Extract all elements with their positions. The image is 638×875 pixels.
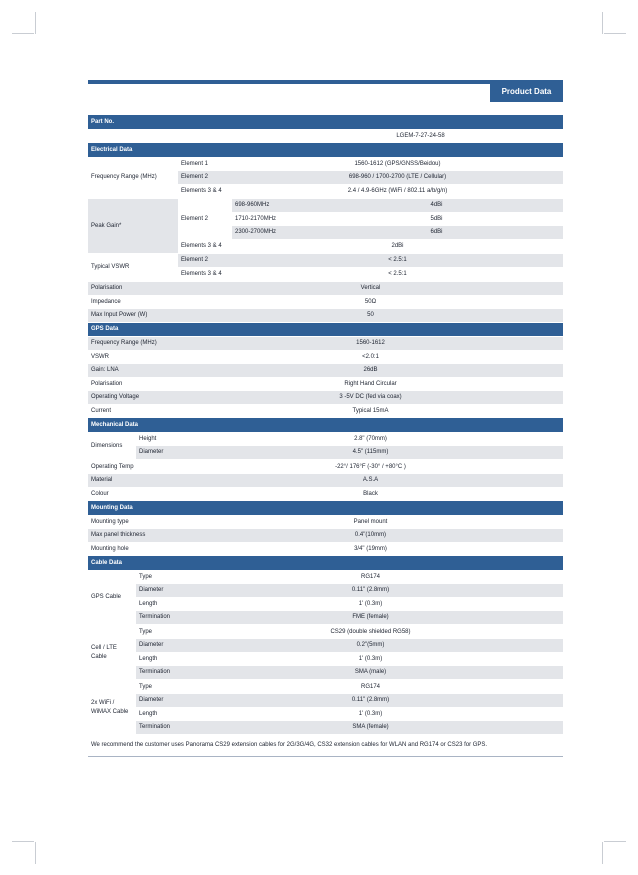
cable-group-label [88, 681, 136, 735]
row-name: Polarisation [91, 380, 123, 387]
freq-row [178, 158, 563, 172]
dimensions-group [88, 433, 563, 461]
row-value: 26dB [363, 367, 378, 374]
cable-attr-value: SMA (female) [352, 724, 389, 731]
cable-attr-value: 0.11" (2.8mm) [351, 697, 390, 704]
row-name: Gain: LNA [91, 367, 119, 374]
table-row [88, 543, 563, 557]
cable-row [136, 653, 563, 667]
row-value: 50Ω [364, 298, 377, 305]
part-no-header: Part No. [88, 115, 563, 129]
table-row [88, 378, 563, 392]
element-value: 1560-1612 (GPS/GNSS/Beidou) [354, 160, 441, 167]
typical-vswr-group [88, 254, 563, 282]
row-value: Panel mount [353, 518, 388, 525]
mounting-data-header: Mounting Data [88, 501, 563, 515]
cable-attr-value: RG174 [360, 683, 380, 690]
cable-row [136, 584, 563, 598]
gain-value: 4dBi [430, 202, 443, 209]
row-value: Right Hand Circular [344, 380, 397, 387]
row-name: Operating Temp [91, 463, 134, 470]
gain-band: 2300-2700MHz [235, 229, 277, 236]
gain-band-row [232, 213, 563, 227]
row-value: Typical 15mA [352, 407, 389, 414]
cable-attr-value: CS29 (double shielded RG58) [330, 628, 411, 635]
peak-gain-rows [178, 199, 563, 253]
cable-row [136, 694, 563, 708]
dimension-name: Diameter [139, 449, 164, 456]
freq-range-rows [178, 158, 563, 199]
electrical-data-header: Electrical Data [88, 143, 563, 157]
freq-range-label: Frequency Range (MHz) [88, 158, 178, 199]
cable-attr-name: Diameter [139, 587, 164, 594]
cable-attr-name: Type [139, 683, 153, 690]
recommendation-note: We recommend the customer uses Panorama CS29 extension cables for 2G/3G/4G, CS32 extension cables for WLAN and RG174 or CS23 for GPS. [91, 741, 488, 748]
footer-rule [88, 756, 563, 757]
crop-mark [602, 842, 603, 864]
row-value: Vertical [360, 285, 381, 292]
crop-mark [35, 12, 36, 34]
cable-group [88, 681, 563, 736]
product-data-table [88, 115, 563, 757]
row-name: Material [91, 477, 113, 484]
row-name: Max panel thickness [91, 532, 146, 539]
cable-group-label-line1: Cell / LTE [91, 644, 117, 651]
table-row [88, 405, 563, 419]
cable-attr-value: 1' (0.3m) [358, 710, 383, 717]
row-value: 1560-1612 [356, 340, 385, 347]
dimension-name: Height [139, 435, 157, 442]
cable-attr-name: Type [139, 573, 153, 580]
cable-group-label-line2: WiMAX Cable [91, 708, 129, 715]
freq-range-group [88, 158, 563, 200]
cable-attr-value: RG174 [360, 573, 380, 580]
cable-row [136, 626, 563, 640]
peak-gain-group [88, 199, 563, 254]
peak-gain-bands [232, 199, 563, 240]
cable-attr-name: Termination [139, 669, 171, 676]
cable-row [136, 611, 563, 625]
element-name: Element 1 [181, 160, 209, 167]
typical-vswr-rows [178, 254, 563, 281]
cable-group-label [88, 626, 136, 680]
cable-attr-name: Type [139, 628, 153, 635]
element-name: Element 2 [181, 257, 209, 264]
cable-attr-name: Diameter [139, 697, 164, 704]
row-value: 50 [367, 312, 374, 319]
gps-data-header: GPS Data [88, 323, 563, 337]
row-name: Mounting hole [91, 545, 129, 552]
cable-group-label-line1: GPS Cable [91, 594, 122, 600]
part-no-value: LGEM-7-27-24-58 [396, 132, 445, 139]
element-value: < 2.5:1 [388, 270, 407, 277]
dimension-row [136, 446, 563, 460]
cable-attr-value: 1' (0.3m) [358, 600, 383, 607]
table-row [88, 461, 563, 475]
cable-group-label-line2: Cable [91, 653, 107, 660]
cable-row [136, 571, 563, 585]
row-value: Black [363, 490, 378, 497]
row-value: 3/4" (19mm) [354, 545, 387, 552]
table-row [88, 282, 563, 296]
gain-band-row [232, 199, 563, 213]
row-value: 3 -5V DC (fed via coax) [339, 394, 402, 401]
row-value: -22°/ 176°F (-30° / +80°C ) [335, 463, 406, 470]
cable-attr-value: FME (female) [352, 614, 389, 621]
row-name: Frequency Range (MHz) [91, 340, 157, 347]
dimension-value: 4.5" (115mm) [352, 449, 389, 456]
dimension-value: 2.8" (70mm) [354, 435, 387, 442]
vswr-row [178, 254, 563, 268]
cable-group-rows [136, 681, 563, 735]
table-row [88, 516, 563, 530]
cable-row [136, 708, 563, 722]
table-row [88, 351, 563, 365]
crop-mark [12, 33, 34, 34]
product-data-tab [490, 80, 563, 102]
row-name: Max Input Power (W) [91, 312, 148, 319]
dimension-row [136, 433, 563, 447]
gain-band: 698-960MHz [235, 202, 270, 209]
cable-row [136, 598, 563, 612]
table-row [88, 529, 563, 543]
cable-attr-name: Length [139, 710, 158, 717]
peak-gain-element2 [178, 199, 563, 240]
table-row [88, 488, 563, 502]
part-no-row [88, 130, 563, 144]
element-name: Elements 3 & 4 [181, 270, 222, 277]
gain-value: 6dBi [430, 229, 443, 236]
table-row [88, 296, 563, 310]
cable-row [136, 721, 563, 735]
freq-row [178, 185, 563, 199]
cable-group [88, 626, 563, 681]
typical-vswr-label: Typical VSWR [91, 264, 130, 270]
table-row [88, 309, 563, 323]
element-value: < 2.5:1 [388, 257, 407, 264]
peak-gain-e34-row [178, 240, 563, 254]
table-row [88, 474, 563, 488]
row-name: Mounting type [91, 518, 129, 525]
element-name: Elements 3 & 4 [181, 187, 222, 194]
cable-attr-value: 0.11" (2.8mm) [351, 587, 390, 594]
element-name: Elements 3 & 4 [181, 242, 222, 249]
dimensions-rows [136, 433, 563, 460]
element-value: 2dBi [391, 242, 404, 249]
table-row [88, 364, 563, 378]
cable-attr-value: SMA (male) [354, 669, 387, 676]
cable-attr-value: 0.2"(5mm) [356, 642, 385, 649]
row-name: Polarisation [91, 285, 123, 292]
cable-attr-name: Termination [139, 614, 171, 621]
dimensions-label: Dimensions [91, 442, 123, 449]
cable-attr-name: Termination [139, 724, 171, 731]
product-data-label: Product Data [501, 86, 552, 96]
gain-band-row [232, 226, 563, 240]
cable-attr-name: Length [139, 655, 158, 662]
cable-data-header: Cable Data [88, 556, 563, 570]
table-row [88, 391, 563, 405]
crop-mark [604, 841, 626, 842]
element-value: 698-960 / 1700-2700 (LTE / Cellular) [348, 174, 447, 181]
element-name: Element 2 [181, 174, 209, 181]
row-name: Operating Voltage [91, 394, 140, 401]
peak-gain-element2-label: Element 2 [181, 215, 209, 222]
cable-row [136, 681, 563, 695]
cable-attr-name: Diameter [139, 642, 164, 649]
cable-group-label-line1: 2x WiFi / [91, 699, 115, 706]
vswr-row [178, 268, 563, 282]
crop-mark [35, 842, 36, 864]
cable-group-rows [136, 626, 563, 680]
row-name: Impedance [91, 298, 121, 305]
cable-row [136, 666, 563, 680]
cable-row [136, 639, 563, 653]
gain-band: 1710-2170MHz [235, 215, 277, 222]
cable-attr-value: 1' (0.3m) [358, 655, 383, 662]
freq-row [178, 171, 563, 185]
cable-group-rows [136, 571, 563, 625]
cable-group [88, 571, 563, 626]
peak-gain-label: Peak Gain* [91, 222, 122, 229]
row-value: 0.4"(10mm) [354, 532, 387, 539]
crop-mark [602, 12, 603, 34]
row-name: VSWR [91, 353, 109, 360]
gain-value: 5dBi [430, 215, 443, 222]
cable-attr-name: Length [139, 600, 158, 607]
crop-mark [12, 841, 34, 842]
row-value: <2.0:1 [362, 353, 379, 360]
row-name: Current [91, 407, 112, 414]
table-row [88, 337, 563, 351]
element-value: 2.4 / 4.9-6GHz (WiFi / 802.11 a/b/g/n) [347, 187, 448, 194]
cable-group-label [88, 571, 136, 625]
row-name: Colour [91, 490, 109, 497]
mechanical-data-header: Mechanical Data [88, 418, 563, 432]
crop-mark [604, 33, 626, 34]
row-value: A.S.A [362, 477, 379, 484]
